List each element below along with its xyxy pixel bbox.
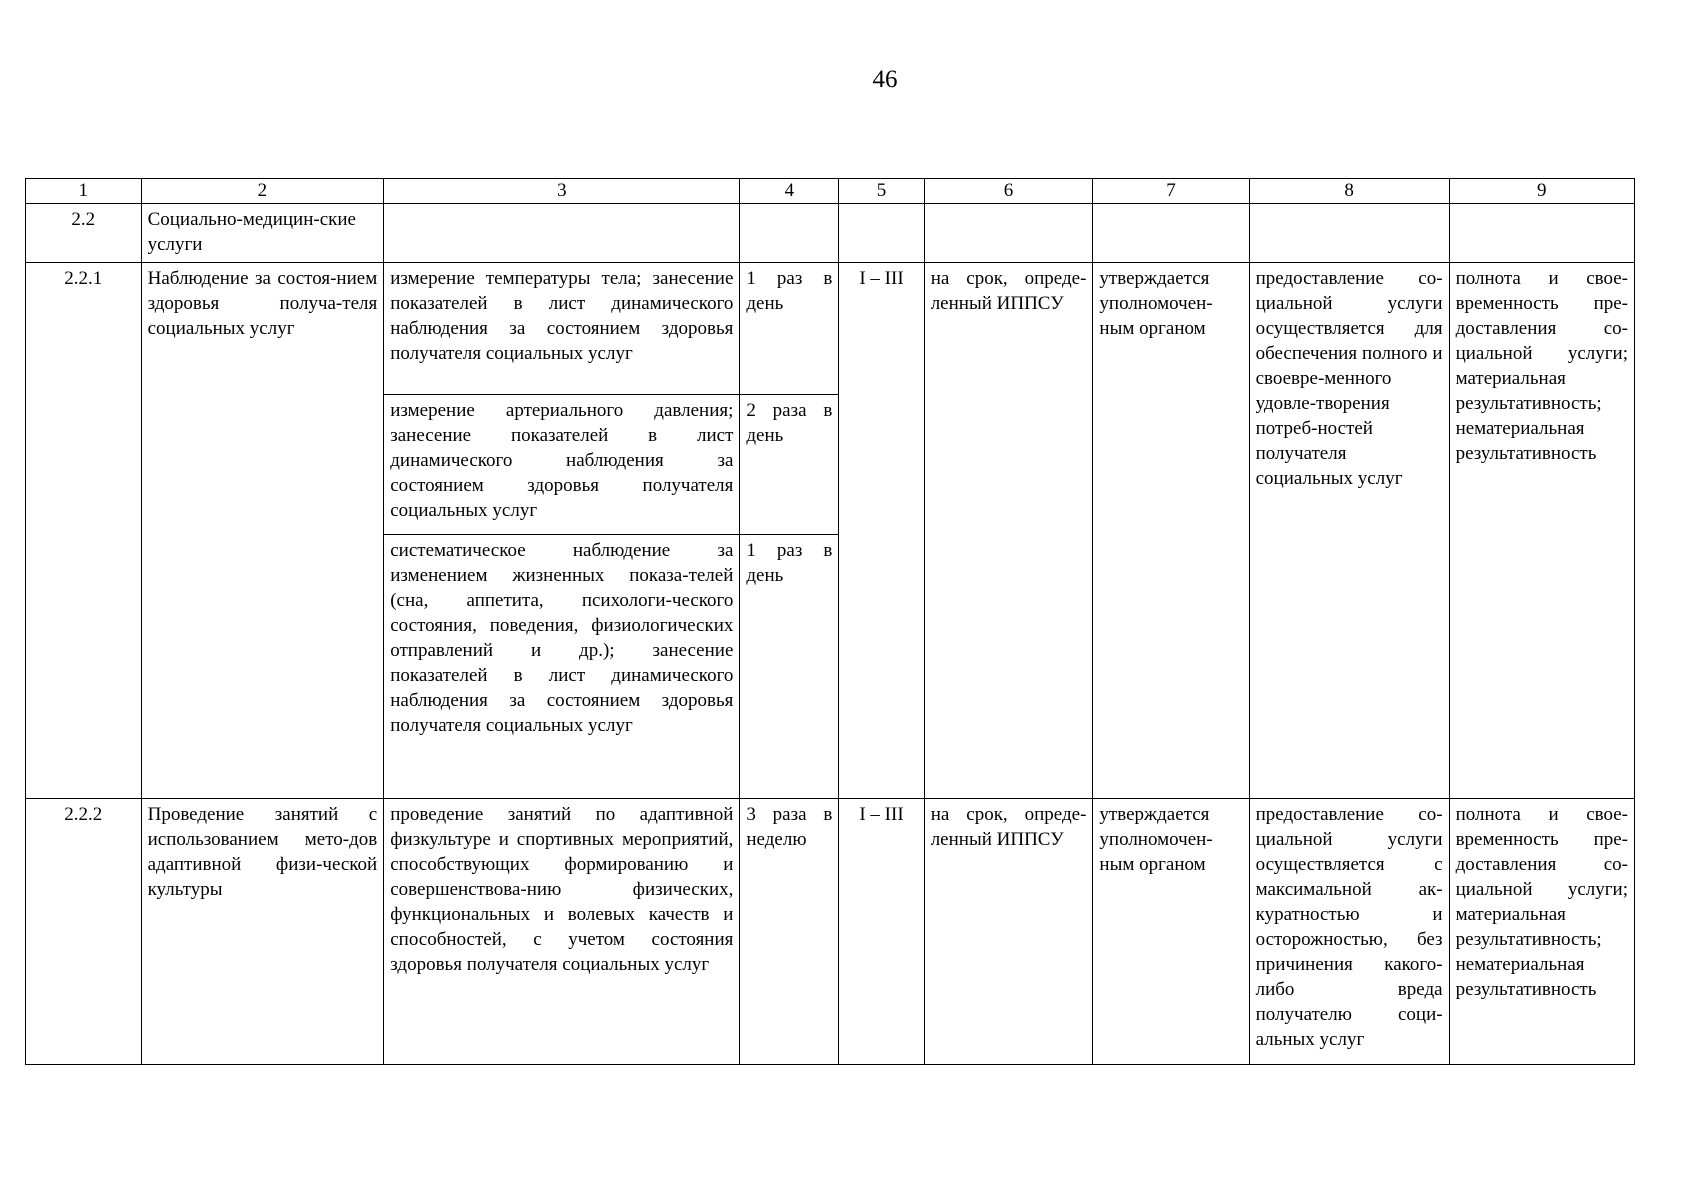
service-frequency: 2 раза в день xyxy=(740,395,839,535)
table-row xyxy=(26,799,1635,1065)
service-term: на срок, опреде-ленный ИППСУ xyxy=(924,799,1093,1065)
column-header: 1 xyxy=(26,179,142,204)
column-header: 3 xyxy=(384,179,740,204)
empty-cell xyxy=(924,204,1093,263)
service-condition: предоставление со-циальной услуги осуществляется для обеспечения полного и своевре-менного удовле-творения потреб-ностей получателя социальных услуг xyxy=(1249,263,1449,799)
service-evaluation: полнота и свое-временность пре-доставления со-циальной услуги; материальная результативность; нематериальная результативность xyxy=(1449,799,1634,1065)
column-header: 8 xyxy=(1249,179,1449,204)
services-table xyxy=(25,178,1635,1065)
column-header: 6 xyxy=(924,179,1093,204)
recipient-category: I – III xyxy=(839,799,924,1065)
service-number: 2.2.1 xyxy=(26,263,142,799)
service-condition: предоставление со-циальной услуги осуществляется с максимальной ак-куратностью и осторожностью, без причинения какого-либо вреда получателю соци-альных услуг xyxy=(1249,799,1449,1065)
service-frequency: 1 раз в день xyxy=(740,535,839,799)
section-title: Социально-медицин-ские услуги xyxy=(141,204,384,263)
service-frequency: 1 раз в день xyxy=(740,263,839,395)
page-number: 46 xyxy=(872,66,898,93)
empty-cell xyxy=(1249,204,1449,263)
service-number: 2.2.2 xyxy=(26,799,142,1065)
section-row xyxy=(26,204,1635,263)
service-term: на срок, опреде-ленный ИППСУ xyxy=(924,263,1093,799)
empty-cell xyxy=(1449,204,1634,263)
service-approval: утверждается уполномочен-ным органом xyxy=(1093,799,1249,1065)
service-approval: утверждается уполномочен-ным органом xyxy=(1093,263,1249,799)
service-name: Проведение занятий с использованием мето-дов адаптивной физи-ческой культуры xyxy=(141,799,384,1065)
section-number: 2.2 xyxy=(26,204,142,263)
service-content: измерение артериального давления; занесение показателей в лист динамического наблюдения за состоянием здоровья получателя социальных услуг xyxy=(384,395,740,535)
column-header: 2 xyxy=(141,179,384,204)
empty-cell xyxy=(839,204,924,263)
service-name: Наблюдение за состоя-нием здоровья получа-теля социальных услуг xyxy=(141,263,384,799)
empty-cell xyxy=(384,204,740,263)
empty-cell xyxy=(740,204,839,263)
service-content: проведение занятий по адаптивной физкультуре и спортивных мероприятий, способствующих формированию и совершенствова-нию физических, функциональных и волевых качеств и способностей, с учетом состояния здоровья получателя социальных услуг xyxy=(384,799,740,1065)
column-header: 7 xyxy=(1093,179,1249,204)
column-header: 9 xyxy=(1449,179,1634,204)
table-row xyxy=(26,263,1635,395)
service-content: систематическое наблюдение за изменением жизненных показа-телей (сна, аппетита, психологи-ческого состояния, поведения, физиологических отправлений и др.); занесение показателей в лист динамического наблюдения за состоянием здоровья получателя социальных услуг xyxy=(384,535,740,799)
recipient-category: I – III xyxy=(839,263,924,799)
empty-cell xyxy=(1093,204,1249,263)
column-number-row xyxy=(26,179,1635,204)
service-frequency: 3 раза в неделю xyxy=(740,799,839,1065)
service-content: измерение температуры тела; занесение показателей в лист динамического наблюдения за состоянием здоровья получателя социальных услуг xyxy=(384,263,740,395)
service-evaluation: полнота и свое-временность пре-доставления со-циальной услуги; материальная результативность; нематериальная результативность xyxy=(1449,263,1634,799)
column-header: 5 xyxy=(839,179,924,204)
column-header: 4 xyxy=(740,179,839,204)
